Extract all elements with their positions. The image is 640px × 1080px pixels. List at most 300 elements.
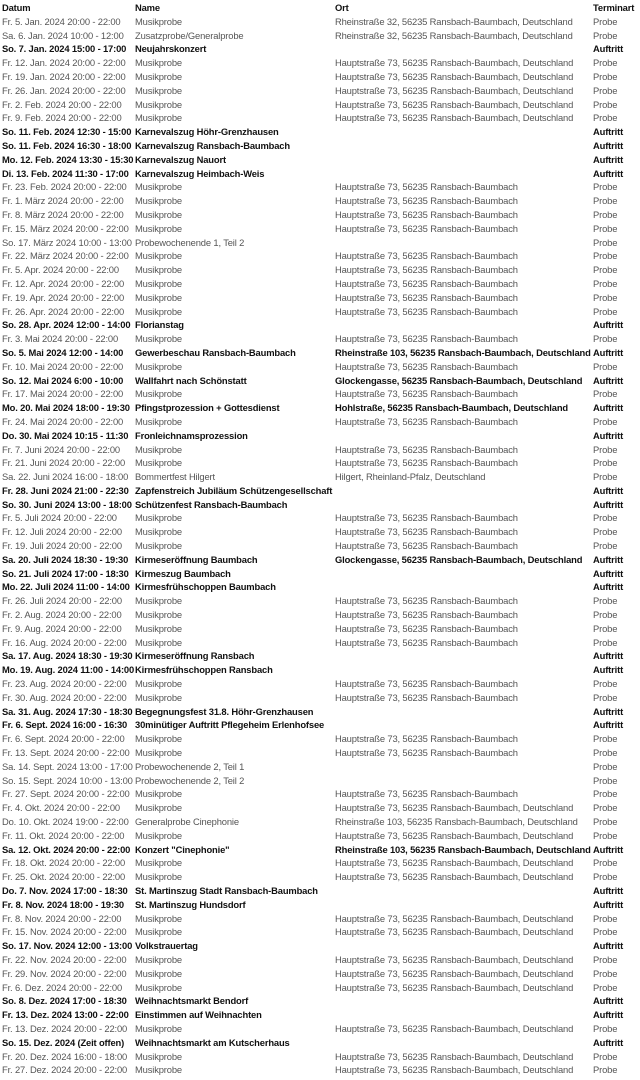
cell-name: Generalprobe Cinephonie bbox=[135, 816, 239, 828]
cell-name: Konzert "Cinephonie" bbox=[135, 843, 230, 855]
cell-terminart: Probe bbox=[593, 181, 618, 193]
cell-terminart: Probe bbox=[593, 305, 618, 317]
cell-name: Musikprobe bbox=[135, 802, 182, 814]
cell-name: Musikprobe bbox=[135, 415, 182, 427]
cell-ort: Hauptstraße 73, 56235 Ransbach-Baumbach bbox=[335, 250, 518, 262]
table-row bbox=[0, 167, 640, 181]
cell-terminart: Probe bbox=[593, 788, 618, 800]
cell-terminart: Auftritt bbox=[593, 346, 624, 358]
cell-ort: Hauptstraße 73, 56235 Ransbach-Baumbach, Deutschland bbox=[335, 57, 574, 69]
cell-terminart: Probe bbox=[593, 912, 618, 924]
table-row bbox=[0, 443, 640, 457]
cell-terminart: Probe bbox=[593, 540, 618, 552]
table-row bbox=[0, 387, 640, 401]
cell-name: Musikprobe bbox=[135, 526, 182, 538]
cell-datum: Fr. 13. Sept. 2024 20:00 - 22:00 bbox=[2, 747, 130, 759]
cell-name: Musikprobe bbox=[135, 457, 182, 469]
table-row bbox=[0, 912, 640, 926]
cell-terminart: Auftritt bbox=[593, 402, 624, 414]
table-row bbox=[0, 1050, 640, 1064]
cell-terminart: Probe bbox=[593, 1050, 618, 1062]
cell-name: Musikprobe bbox=[135, 788, 182, 800]
cell-datum: Fr. 26. Jan. 2024 20:00 - 22:00 bbox=[2, 84, 126, 96]
cell-datum: Fr. 3. Mai 2024 20:00 - 22:00 bbox=[2, 333, 119, 345]
cell-datum: So. 21. Juli 2024 17:00 - 18:30 bbox=[2, 567, 129, 579]
header-name: Name bbox=[135, 2, 160, 13]
cell-ort: Hauptstraße 73, 56235 Ransbach-Baumbach bbox=[335, 388, 518, 400]
cell-ort: Hauptstraße 73, 56235 Ransbach-Baumbach bbox=[335, 277, 518, 289]
cell-name: Musikprobe bbox=[135, 733, 182, 745]
cell-ort bbox=[335, 649, 593, 663]
table-header bbox=[0, 1, 640, 15]
cell-terminart: Probe bbox=[593, 277, 618, 289]
cell-name: Musikprobe bbox=[135, 871, 182, 883]
cell-name: Musikprobe bbox=[135, 70, 182, 82]
cell-datum: Fr. 13. Dez. 2024 20:00 - 22:00 bbox=[2, 1022, 128, 1034]
cell-ort: Hauptstraße 73, 56235 Ransbach-Baumbach bbox=[335, 512, 518, 524]
cell-terminart: Probe bbox=[593, 471, 618, 483]
cell-terminart: Probe bbox=[593, 691, 618, 703]
cell-terminart: Probe bbox=[593, 622, 618, 634]
cell-terminart: Auftritt bbox=[593, 885, 624, 896]
cell-name: Musikprobe bbox=[135, 277, 182, 289]
cell-name: Begegnungsfest 31.8. Höhr-Grenzhausen bbox=[135, 705, 314, 717]
cell-datum: So. 17. Nov. 2024 12:00 - 13:00 bbox=[2, 940, 133, 952]
cell-datum: So. 7. Jan. 2024 15:00 - 17:00 bbox=[2, 43, 127, 55]
cell-name: Kirmesfrühschoppen Baumbach bbox=[135, 581, 276, 593]
cell-terminart: Probe bbox=[593, 526, 618, 538]
cell-terminart: Probe bbox=[593, 871, 618, 883]
cell-ort: Hauptstraße 73, 56235 Ransbach-Baumbach bbox=[335, 195, 518, 207]
cell-name: Wallfahrt nach Schönstatt bbox=[135, 374, 247, 386]
cell-terminart: Auftritt bbox=[593, 898, 624, 910]
cell-name: Fronleichnamsprozession bbox=[135, 429, 248, 441]
table-row bbox=[0, 649, 640, 663]
table-row bbox=[0, 429, 640, 443]
table-row bbox=[0, 415, 640, 429]
cell-datum: Fr. 21. Juni 2024 20:00 - 22:00 bbox=[2, 457, 126, 469]
table-row bbox=[0, 42, 640, 56]
table-row bbox=[0, 56, 640, 70]
cell-name: Musikprobe bbox=[135, 829, 182, 841]
cell-terminart: Auftritt bbox=[593, 567, 624, 579]
table-row bbox=[0, 870, 640, 884]
table-row bbox=[0, 111, 640, 125]
cell-ort bbox=[335, 705, 593, 719]
cell-datum: Fr. 8. Nov. 2024 18:00 - 19:30 bbox=[2, 898, 124, 910]
cell-name: Bommertfest Hilgert bbox=[135, 471, 215, 483]
header-datum: Datum bbox=[2, 2, 31, 13]
cell-ort: Hauptstraße 73, 56235 Ransbach-Baumbach, Deutschland bbox=[335, 802, 574, 814]
cell-ort: Glockengasse, 56235 Ransbach-Baumbach, Deutschland bbox=[335, 553, 583, 565]
cell-terminart: Probe bbox=[593, 760, 618, 772]
cell-ort: Hauptstraße 73, 56235 Ransbach-Baumbach bbox=[335, 526, 518, 538]
cell-ort bbox=[335, 884, 593, 898]
cell-terminart: Probe bbox=[593, 57, 618, 69]
cell-datum: Fr. 11. Okt. 2024 20:00 - 22:00 bbox=[2, 829, 125, 841]
table-row bbox=[0, 636, 640, 650]
table-row bbox=[0, 498, 640, 512]
cell-datum: So. 28. Apr. 2024 12:00 - 14:00 bbox=[2, 319, 131, 331]
cell-terminart: Probe bbox=[593, 1022, 618, 1034]
cell-name: Einstimmen auf Weihnachten bbox=[135, 1009, 262, 1021]
cell-terminart: Probe bbox=[593, 195, 618, 207]
cell-datum: Fr. 12. Juli 2024 20:00 - 22:00 bbox=[2, 526, 122, 538]
cell-datum: Do. 7. Nov. 2024 17:00 - 18:30 bbox=[2, 885, 128, 896]
cell-ort: Hauptstraße 73, 56235 Ransbach-Baumbach, Deutschland bbox=[335, 1064, 574, 1076]
cell-datum: Fr. 26. Juli 2024 20:00 - 22:00 bbox=[2, 595, 122, 607]
table-row bbox=[0, 801, 640, 815]
cell-name: 30minütiger Auftritt Pflegeheim Erlenhofsee bbox=[135, 719, 325, 731]
cell-name: Karnevalszug Heimbach-Weis bbox=[135, 167, 265, 179]
cell-ort: Hauptstraße 73, 56235 Ransbach-Baumbach, Deutschland bbox=[335, 926, 574, 938]
cell-name: Florianstag bbox=[135, 319, 184, 331]
cell-ort: Hauptstraße 73, 56235 Ransbach-Baumbach bbox=[335, 609, 518, 621]
table-row bbox=[0, 760, 640, 774]
cell-datum: So. 15. Sept. 2024 10:00 - 13:00 bbox=[2, 774, 133, 786]
cell-ort: Hauptstraße 73, 56235 Ransbach-Baumbach bbox=[335, 264, 518, 276]
cell-datum: Sa. 17. Aug. 2024 18:30 - 19:30 bbox=[2, 650, 133, 662]
cell-ort: Hohlstraße, 56235 Ransbach-Baumbach, Deutschland bbox=[335, 402, 568, 414]
table-row bbox=[0, 456, 640, 470]
cell-terminart: Probe bbox=[593, 264, 618, 276]
cell-ort: Hauptstraße 73, 56235 Ransbach-Baumbach bbox=[335, 305, 518, 317]
cell-datum: Fr. 12. Jan. 2024 20:00 - 22:00 bbox=[2, 57, 126, 69]
cell-datum: Fr. 15. Nov. 2024 20:00 - 22:00 bbox=[2, 926, 127, 938]
cell-name: Musikprobe bbox=[135, 222, 182, 234]
cell-ort: Hauptstraße 73, 56235 Ransbach-Baumbach bbox=[335, 622, 518, 634]
cell-ort: Hauptstraße 73, 56235 Ransbach-Baumbach, Deutschland bbox=[335, 84, 574, 96]
cell-name: Musikprobe bbox=[135, 443, 182, 455]
table-row bbox=[0, 249, 640, 263]
cell-terminart: Auftritt bbox=[593, 429, 624, 441]
table-row bbox=[0, 277, 640, 291]
cell-datum: Fr. 18. Okt. 2024 20:00 - 22:00 bbox=[2, 857, 126, 869]
cell-terminart: Auftritt bbox=[593, 581, 624, 593]
cell-datum: Fr. 19. Juli 2024 20:00 - 22:00 bbox=[2, 540, 122, 552]
cell-ort: Hauptstraße 73, 56235 Ransbach-Baumbach bbox=[335, 360, 518, 372]
cell-terminart: Probe bbox=[593, 981, 618, 993]
table-row bbox=[0, 125, 640, 139]
cell-name: Neujahrskonzert bbox=[135, 43, 207, 55]
table-row bbox=[0, 594, 640, 608]
cell-terminart: Auftritt bbox=[593, 43, 624, 55]
cell-terminart: Auftritt bbox=[593, 484, 624, 496]
cell-datum: Do. 30. Mai 2024 10:15 - 11:30 bbox=[2, 429, 129, 441]
cell-datum: Fr. 30. Aug. 2024 20:00 - 22:00 bbox=[2, 691, 127, 703]
cell-ort bbox=[335, 42, 593, 56]
table-row bbox=[0, 222, 640, 236]
cell-ort: Hauptstraße 73, 56235 Ransbach-Baumbach bbox=[335, 181, 518, 193]
table-row bbox=[0, 15, 640, 29]
cell-terminart: Auftritt bbox=[593, 719, 624, 731]
cell-name: Musikprobe bbox=[135, 195, 182, 207]
cell-datum: Fr. 2. Feb. 2024 20:00 - 22:00 bbox=[2, 98, 122, 110]
cell-ort bbox=[335, 898, 593, 912]
cell-name: Probewochenende 2, Teil 1 bbox=[135, 760, 245, 772]
cell-terminart: Probe bbox=[593, 816, 618, 828]
cell-datum: Fr. 23. Aug. 2024 20:00 - 22:00 bbox=[2, 678, 127, 690]
cell-name: Musikprobe bbox=[135, 609, 182, 621]
cell-ort: Hauptstraße 73, 56235 Ransbach-Baumbach, Deutschland bbox=[335, 953, 574, 965]
cell-datum: Fr. 5. Jan. 2024 20:00 - 22:00 bbox=[2, 15, 121, 27]
table-row bbox=[0, 925, 640, 939]
cell-terminart: Probe bbox=[593, 857, 618, 869]
table-row bbox=[0, 1008, 640, 1022]
cell-ort: Hauptstraße 73, 56235 Ransbach-Baumbach bbox=[335, 415, 518, 427]
cell-datum: Mo. 19. Aug. 2024 11:00 - 14:00 bbox=[2, 664, 135, 676]
cell-datum: Fr. 16. Aug. 2024 20:00 - 22:00 bbox=[2, 636, 127, 648]
cell-name: Gewerbeschau Ransbach-Baumbach bbox=[135, 346, 296, 358]
cell-terminart: Probe bbox=[593, 112, 618, 124]
cell-name: Musikprobe bbox=[135, 512, 182, 524]
cell-datum: Mo. 20. Mai 2024 18:00 - 19:30 bbox=[2, 402, 130, 414]
table-row bbox=[0, 718, 640, 732]
cell-name: St. Martinszug Hundsdorf bbox=[135, 898, 246, 910]
cell-name: Musikprobe bbox=[135, 691, 182, 703]
cell-terminart: Auftritt bbox=[593, 374, 624, 386]
table-body bbox=[0, 15, 640, 1077]
cell-datum: Fr. 24. Mai 2024 20:00 - 22:00 bbox=[2, 415, 124, 427]
cell-name: Musikprobe bbox=[135, 595, 182, 607]
cell-datum: Fr. 6. Dez. 2024 20:00 - 22:00 bbox=[2, 981, 123, 993]
cell-terminart: Probe bbox=[593, 388, 618, 400]
table-row bbox=[0, 346, 640, 360]
table-row bbox=[0, 401, 640, 415]
cell-ort bbox=[335, 994, 593, 1008]
cell-ort: Rheinstraße 32, 56235 Ransbach-Baumbach, Deutschland bbox=[335, 29, 573, 41]
cell-ort: Hauptstraße 73, 56235 Ransbach-Baumbach, Deutschland bbox=[335, 912, 574, 924]
cell-ort: Hauptstraße 73, 56235 Ransbach-Baumbach bbox=[335, 208, 518, 220]
table-row bbox=[0, 525, 640, 539]
cell-datum: So. 11. Feb. 2024 12:30 - 15:00 bbox=[2, 126, 132, 138]
cell-datum: Sa. 22. Juni 2024 16:00 - 18:00 bbox=[2, 471, 129, 483]
table-row bbox=[0, 180, 640, 194]
cell-ort bbox=[335, 774, 593, 788]
cell-terminart: Probe bbox=[593, 236, 618, 248]
cell-name: Probewochenende 2, Teil 2 bbox=[135, 774, 245, 786]
table-row bbox=[0, 194, 640, 208]
cell-datum: Fr. 17. Mai 2024 20:00 - 22:00 bbox=[2, 388, 124, 400]
table-row bbox=[0, 608, 640, 622]
cell-ort: Hauptstraße 73, 56235 Ransbach-Baumbach, Deutschland bbox=[335, 829, 574, 841]
cell-ort bbox=[335, 484, 593, 498]
cell-terminart: Probe bbox=[593, 829, 618, 841]
cell-name: Musikprobe bbox=[135, 15, 182, 27]
table-row bbox=[0, 291, 640, 305]
cell-datum: Fr. 2. Aug. 2024 20:00 - 22:00 bbox=[2, 609, 122, 621]
cell-datum: Di. 13. Feb. 2024 11:30 - 17:00 bbox=[2, 167, 129, 179]
cell-datum: Sa. 6. Jan. 2024 10:00 - 12:00 bbox=[2, 29, 124, 41]
cell-terminart: Probe bbox=[593, 222, 618, 234]
cell-datum: So. 30. Juni 2024 13:00 - 18:00 bbox=[2, 498, 132, 510]
cell-terminart: Auftritt bbox=[593, 995, 624, 1007]
cell-terminart: Probe bbox=[593, 636, 618, 648]
cell-ort bbox=[335, 663, 593, 677]
cell-terminart: Probe bbox=[593, 415, 618, 427]
cell-datum: Fr. 9. Feb. 2024 20:00 - 22:00 bbox=[2, 112, 122, 124]
cell-ort: Hauptstraße 73, 56235 Ransbach-Baumbach, Deutschland bbox=[335, 967, 574, 979]
table-row bbox=[0, 746, 640, 760]
cell-name: Musikprobe bbox=[135, 622, 182, 634]
cell-ort bbox=[335, 167, 593, 181]
cell-ort: Glockengasse, 56235 Ransbach-Baumbach, Deutschland bbox=[335, 374, 583, 386]
cell-ort bbox=[335, 1036, 593, 1050]
cell-ort: Hauptstraße 73, 56235 Ransbach-Baumbach bbox=[335, 222, 518, 234]
cell-datum: Fr. 12. Apr. 2024 20:00 - 22:00 bbox=[2, 277, 125, 289]
cell-datum: Fr. 28. Juni 2024 21:00 - 22:30 bbox=[2, 484, 129, 496]
cell-terminart: Probe bbox=[593, 70, 618, 82]
cell-ort: Hilgert, Rheinland-Pfalz, Deutschland bbox=[335, 471, 486, 483]
cell-ort: Hauptstraße 73, 56235 Ransbach-Baumbach bbox=[335, 333, 518, 345]
table-row bbox=[0, 208, 640, 222]
cell-name: Musikprobe bbox=[135, 388, 182, 400]
table-row bbox=[0, 677, 640, 691]
table-row bbox=[0, 567, 640, 581]
cell-datum: Fr. 27. Dez. 2024 20:00 - 22:00 bbox=[2, 1064, 128, 1076]
cell-ort bbox=[335, 760, 593, 774]
table-row bbox=[0, 553, 640, 567]
cell-terminart: Auftritt bbox=[593, 153, 624, 165]
cell-datum: Sa. 14. Sept. 2024 13:00 - 17:00 bbox=[2, 760, 133, 772]
table-row bbox=[0, 829, 640, 843]
cell-datum: Fr. 5. Juli 2024 20:00 - 22:00 bbox=[2, 512, 117, 524]
cell-name: Weihnachtsmarkt am Kutscherhaus bbox=[135, 1036, 290, 1048]
cell-name: Musikprobe bbox=[135, 678, 182, 690]
cell-ort: Hauptstraße 73, 56235 Ransbach-Baumbach, Deutschland bbox=[335, 98, 574, 110]
cell-datum: Fr. 20. Dez. 2024 16:00 - 18:00 bbox=[2, 1050, 128, 1062]
cell-datum: Fr. 13. Dez. 2024 13:00 - 22:00 bbox=[2, 1009, 129, 1021]
cell-name: Kirmeseröffnung Ransbach bbox=[135, 650, 255, 662]
table-row bbox=[0, 705, 640, 719]
cell-name: Musikprobe bbox=[135, 857, 182, 869]
table-row bbox=[0, 1036, 640, 1050]
cell-ort: Rheinstraße 103, 56235 Ransbach-Baumbach, Deutschland bbox=[335, 843, 591, 855]
cell-name: Pfingstprozession + Gottesdienst bbox=[135, 402, 280, 414]
cell-datum: Sa. 12. Okt. 2024 20:00 - 22:00 bbox=[2, 843, 131, 855]
cell-datum: Fr. 6. Sept. 2024 20:00 - 22:00 bbox=[2, 733, 125, 745]
cell-terminart: Auftritt bbox=[593, 650, 624, 662]
cell-name: Musikprobe bbox=[135, 1022, 182, 1034]
table-row bbox=[0, 994, 640, 1008]
table-row bbox=[0, 139, 640, 153]
table-row bbox=[0, 732, 640, 746]
table-row bbox=[0, 580, 640, 594]
table-row bbox=[0, 236, 640, 250]
cell-ort bbox=[335, 139, 593, 153]
cell-ort: Rheinstraße 32, 56235 Ransbach-Baumbach, Deutschland bbox=[335, 15, 573, 27]
cell-datum: So. 8. Dez. 2024 17:00 - 18:30 bbox=[2, 995, 127, 1007]
table-row bbox=[0, 70, 640, 84]
cell-terminart: Auftritt bbox=[593, 139, 624, 151]
cell-terminart: Probe bbox=[593, 360, 618, 372]
cell-ort bbox=[335, 939, 593, 953]
table-row bbox=[0, 953, 640, 967]
table-row bbox=[0, 884, 640, 898]
table-row bbox=[0, 787, 640, 801]
table-row bbox=[0, 29, 640, 43]
cell-datum: Fr. 9. Aug. 2024 20:00 - 22:00 bbox=[2, 622, 122, 634]
cell-name: Musikprobe bbox=[135, 981, 182, 993]
cell-terminart: Probe bbox=[593, 747, 618, 759]
cell-name: Zusatzprobe/Generalprobe bbox=[135, 29, 244, 41]
cell-name: Musikprobe bbox=[135, 112, 182, 124]
cell-terminart: Auftritt bbox=[593, 843, 624, 855]
cell-ort: Hauptstraße 73, 56235 Ransbach-Baumbach bbox=[335, 733, 518, 745]
cell-terminart: Auftritt bbox=[593, 126, 624, 138]
cell-ort: Hauptstraße 73, 56235 Ransbach-Baumbach bbox=[335, 291, 518, 303]
cell-datum: So. 15. Dez. 2024 (Zeit offen) bbox=[2, 1036, 125, 1048]
cell-name: Volkstrauertag bbox=[135, 940, 198, 952]
cell-datum: Do. 10. Okt. 2024 19:00 - 22:00 bbox=[2, 816, 129, 828]
cell-datum: Sa. 31. Aug. 2024 17:30 - 18:30 bbox=[2, 705, 133, 717]
cell-datum: Fr. 15. März 2024 20:00 - 22:00 bbox=[2, 222, 129, 234]
cell-ort: Hauptstraße 73, 56235 Ransbach-Baumbach bbox=[335, 595, 518, 607]
table-row bbox=[0, 98, 640, 112]
cell-terminart: Probe bbox=[593, 953, 618, 965]
cell-terminart: Probe bbox=[593, 84, 618, 96]
cell-terminart: Probe bbox=[593, 512, 618, 524]
cell-name: Musikprobe bbox=[135, 747, 182, 759]
cell-ort: Hauptstraße 73, 56235 Ransbach-Baumbach bbox=[335, 747, 518, 759]
cell-ort: Hauptstraße 73, 56235 Ransbach-Baumbach bbox=[335, 540, 518, 552]
cell-name: Probewochenende 1, Teil 2 bbox=[135, 236, 245, 248]
cell-datum: Fr. 8. Nov. 2024 20:00 - 22:00 bbox=[2, 912, 122, 924]
cell-name: Zapfenstreich Jubiläum Schützengesellschaft bbox=[135, 484, 333, 496]
cell-datum: So. 17. März 2024 10:00 - 13:00 bbox=[2, 236, 132, 248]
table-row bbox=[0, 153, 640, 167]
cell-datum: Fr. 5. Apr. 2024 20:00 - 22:00 bbox=[2, 264, 119, 276]
cell-datum: Mo. 22. Juli 2024 11:00 - 14:00 bbox=[2, 581, 130, 593]
cell-ort: Hauptstraße 73, 56235 Ransbach-Baumbach, Deutschland bbox=[335, 857, 574, 869]
table-row bbox=[0, 815, 640, 829]
cell-name: Musikprobe bbox=[135, 291, 182, 303]
cell-datum: Fr. 22. März 2024 20:00 - 22:00 bbox=[2, 250, 129, 262]
cell-terminart: Auftritt bbox=[593, 167, 624, 179]
cell-name: Musikprobe bbox=[135, 1064, 182, 1076]
cell-ort bbox=[335, 718, 593, 732]
header-ort: Ort bbox=[335, 2, 349, 13]
cell-ort: Hauptstraße 73, 56235 Ransbach-Baumbach bbox=[335, 636, 518, 648]
cell-name: Musikprobe bbox=[135, 181, 182, 193]
cell-terminart: Auftritt bbox=[593, 940, 624, 952]
cell-ort: Hauptstraße 73, 56235 Ransbach-Baumbach bbox=[335, 443, 518, 455]
table-row bbox=[0, 774, 640, 788]
cell-datum: Fr. 27. Sept. 2024 20:00 - 22:00 bbox=[2, 788, 130, 800]
cell-name: Musikprobe bbox=[135, 967, 182, 979]
table-row bbox=[0, 843, 640, 857]
cell-terminart: Probe bbox=[593, 98, 618, 110]
cell-terminart: Probe bbox=[593, 1064, 618, 1076]
cell-terminart: Auftritt bbox=[593, 498, 624, 510]
cell-ort bbox=[335, 429, 593, 443]
cell-ort: Hauptstraße 73, 56235 Ransbach-Baumbach, Deutschland bbox=[335, 112, 574, 124]
cell-name: Karnevalszug Höhr-Grenzhausen bbox=[135, 126, 279, 138]
cell-ort bbox=[335, 567, 593, 581]
header-terminart: Terminart bbox=[593, 2, 635, 13]
table-row bbox=[0, 1063, 640, 1077]
table-row bbox=[0, 663, 640, 677]
cell-datum: Fr. 1. März 2024 20:00 - 22:00 bbox=[2, 195, 124, 207]
cell-terminart: Probe bbox=[593, 678, 618, 690]
cell-name: Musikprobe bbox=[135, 208, 182, 220]
table-row bbox=[0, 939, 640, 953]
table-row bbox=[0, 856, 640, 870]
cell-ort bbox=[335, 153, 593, 167]
cell-datum: Fr. 19. Jan. 2024 20:00 - 22:00 bbox=[2, 70, 126, 82]
cell-terminart: Probe bbox=[593, 15, 618, 27]
table-row bbox=[0, 305, 640, 319]
